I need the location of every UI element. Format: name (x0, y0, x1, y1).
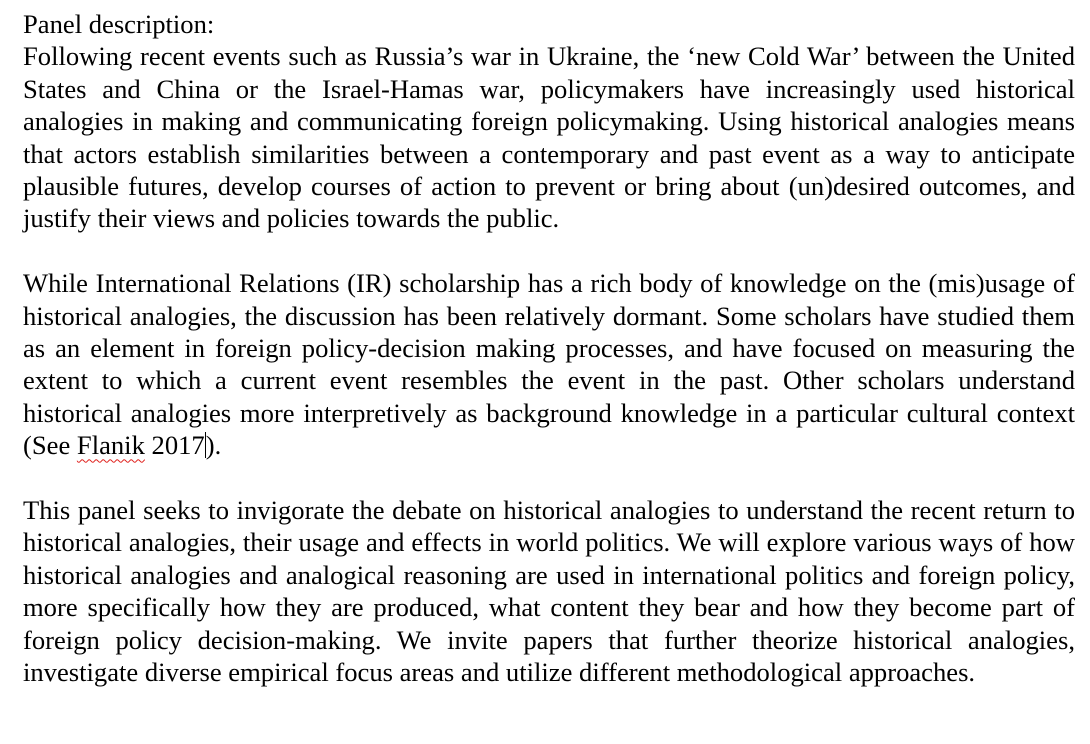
paragraph-1: Following recent events such as Russia’s war in Ukraine, the ‘new Cold War’ between the United States and China or the Israel-Hamas war, policymakers have increasingly used historical analogies in making and communicating foreign policymaking. Using historical analogies means that actors establish similarities between a contemporary and past event as a way to anticipate plausible futures, develop courses of action to prevent or bring about (un)desired outcomes, and justify their views and policies towards the public. (23, 41, 1075, 234)
blank-line (23, 235, 1075, 267)
paragraph-2-text: While International Relations (IR) scholarship has a rich body of knowledge on the (mis)usage of historical analogies, the discussion has been relatively dormant. Some scholars have studied them as an element in foreign policy-decision making processes, and have focused on measuring the extent to which a current event resembles the event in the past. Other scholars understand historical analogies more interpretively as background knowledge in a particular cultural context (See (23, 268, 1075, 461)
citation-year: 2017 (144, 430, 205, 461)
blank-line (23, 462, 1075, 494)
paragraph-3: This panel seeks to invigorate the debate on historical analogies to understand the recent return to historical analogies, their usage and effects in world politics. We will explore various ways of how historical analogies and analogical reasoning are used in international politics and foreign policy, more specifically how they are produced, what content they bear and how they become part of foreign policy decision-making. We invite papers that further theorize historical analogies, investigate diverse empirical focus areas and utilize different methodological approaches. (23, 495, 1075, 688)
paragraph-2 (23, 267, 1075, 461)
document-body[interactable] (23, 8, 1075, 689)
paragraph-2-end: ). (205, 430, 222, 461)
panel-heading: Panel description: (23, 9, 215, 39)
spellcheck-flagged-word[interactable]: Flanik (76, 430, 145, 461)
